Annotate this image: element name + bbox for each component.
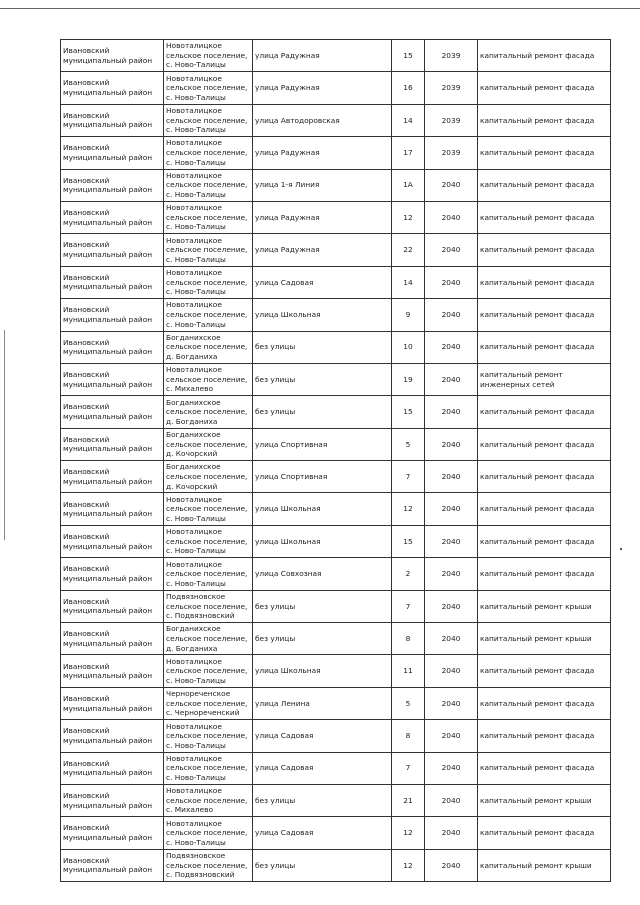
- house-number-cell: 10: [392, 331, 425, 363]
- work-type-cell: капитальный ремонт фасада: [478, 40, 611, 72]
- settlement-cell: Богданихское сельское поселение, д. Богданиха: [164, 331, 253, 363]
- street-cell: улица Школьная: [253, 655, 392, 687]
- settlement-cell: Новоталицкое сельское поселение, с. Ново-Талицы: [164, 266, 253, 298]
- table-row: [61, 623, 611, 655]
- table-row: [61, 201, 611, 233]
- year-cell: 2040: [425, 817, 478, 849]
- work-type-cell: капитальный ремонт фасада: [478, 169, 611, 201]
- work-type-cell: капитальный ремонт фасада: [478, 687, 611, 719]
- street-cell: улица Автодоровская: [253, 104, 392, 136]
- street-cell: улица Спортивная: [253, 428, 392, 460]
- street-cell: улица Школьная: [253, 525, 392, 557]
- street-cell: улица Садовая: [253, 752, 392, 784]
- street-cell: без улицы: [253, 396, 392, 428]
- street-cell: без улицы: [253, 784, 392, 816]
- settlement-cell: Новоталицкое сельское поселение, с. Ново-Талицы: [164, 104, 253, 136]
- work-type-cell: капитальный ремонт фасада: [478, 493, 611, 525]
- house-number-cell: 21: [392, 784, 425, 816]
- settlement-cell: Новоталицкое сельское поселение, с. Ново-Талицы: [164, 299, 253, 331]
- work-type-cell: капитальный ремонт крыши: [478, 623, 611, 655]
- house-number-cell: 17: [392, 137, 425, 169]
- district-cell: Ивановский муниципальный район: [61, 493, 164, 525]
- year-cell: 2040: [425, 525, 478, 557]
- work-type-cell: капитальный ремонт фасада: [478, 201, 611, 233]
- table-row: [61, 234, 611, 266]
- street-cell: без улицы: [253, 623, 392, 655]
- district-cell: Ивановский муниципальный район: [61, 720, 164, 752]
- work-type-cell: капитальный ремонт фасада: [478, 396, 611, 428]
- house-number-cell: 16: [392, 72, 425, 104]
- street-cell: улица Школьная: [253, 299, 392, 331]
- district-cell: Ивановский муниципальный район: [61, 784, 164, 816]
- settlement-cell: Новоталицкое сельское поселение, с. Ново-Талицы: [164, 817, 253, 849]
- year-cell: 2040: [425, 590, 478, 622]
- year-cell: 2040: [425, 331, 478, 363]
- table-row: [61, 720, 611, 752]
- street-cell: улица Радужная: [253, 40, 392, 72]
- work-type-cell: капитальный ремонт фасада: [478, 720, 611, 752]
- house-number-cell: 15: [392, 525, 425, 557]
- year-cell: 2039: [425, 40, 478, 72]
- settlement-cell: Новоталицкое сельское поселение, с. Михалево: [164, 784, 253, 816]
- table-row: [61, 558, 611, 590]
- street-cell: улица Радужная: [253, 234, 392, 266]
- street-cell: улица Ленина: [253, 687, 392, 719]
- work-type-cell: капитальный ремонт крыши: [478, 590, 611, 622]
- settlement-cell: Новоталицкое сельское поселение, с. Ново-Талицы: [164, 525, 253, 557]
- table-row: [61, 590, 611, 622]
- street-cell: улица Школьная: [253, 493, 392, 525]
- settlement-cell: Новоталицкое сельское поселение, с. Ново-Талицы: [164, 169, 253, 201]
- district-cell: Ивановский муниципальный район: [61, 461, 164, 493]
- scan-speck: [620, 548, 622, 550]
- district-cell: Ивановский муниципальный район: [61, 72, 164, 104]
- house-number-cell: 12: [392, 817, 425, 849]
- table-row: [61, 752, 611, 784]
- house-number-cell: 7: [392, 590, 425, 622]
- table-row: [61, 40, 611, 72]
- settlement-cell: Новоталицкое сельское поселение, с. Ново-Талицы: [164, 720, 253, 752]
- year-cell: 2040: [425, 720, 478, 752]
- district-cell: Ивановский муниципальный район: [61, 331, 164, 363]
- settlement-cell: Чернореченское сельское поселение, с. Чернореченский: [164, 687, 253, 719]
- year-cell: 2040: [425, 396, 478, 428]
- work-type-cell: капитальный ремонт фасада: [478, 525, 611, 557]
- left-scan-mark: [4, 330, 5, 540]
- street-cell: улица 1-я Линия: [253, 169, 392, 201]
- settlement-cell: Богданихское сельское поселение, д. Кочорский: [164, 428, 253, 460]
- house-number-cell: 9: [392, 299, 425, 331]
- settlement-cell: Богданихское сельское поселение, д. Кочорский: [164, 461, 253, 493]
- settlement-cell: Новоталицкое сельское поселение, с. Ново-Талицы: [164, 752, 253, 784]
- work-type-cell: капитальный ремонт крыши: [478, 849, 611, 881]
- year-cell: 2040: [425, 461, 478, 493]
- table-row: [61, 461, 611, 493]
- settlement-cell: Новоталицкое сельское поселение, с. Ново-Талицы: [164, 72, 253, 104]
- street-cell: улица Садовая: [253, 266, 392, 298]
- settlement-cell: Новоталицкое сельское поселение, с. Ново-Талицы: [164, 201, 253, 233]
- settlement-cell: Новоталицкое сельское поселение, с. Ново-Талицы: [164, 137, 253, 169]
- settlement-cell: Новоталицкое сельское поселение, с. Ново-Талицы: [164, 655, 253, 687]
- district-cell: Ивановский муниципальный район: [61, 104, 164, 136]
- table-row: [61, 493, 611, 525]
- house-number-cell: 1А: [392, 169, 425, 201]
- street-cell: улица Садовая: [253, 817, 392, 849]
- district-cell: Ивановский муниципальный район: [61, 590, 164, 622]
- district-cell: Ивановский муниципальный район: [61, 849, 164, 881]
- district-cell: Ивановский муниципальный район: [61, 525, 164, 557]
- street-cell: без улицы: [253, 849, 392, 881]
- year-cell: 2040: [425, 784, 478, 816]
- table-row: [61, 137, 611, 169]
- district-cell: Ивановский муниципальный район: [61, 234, 164, 266]
- year-cell: 2040: [425, 558, 478, 590]
- district-cell: Ивановский муниципальный район: [61, 266, 164, 298]
- work-type-cell: капитальный ремонт фасада: [478, 331, 611, 363]
- settlement-cell: Богданихское сельское поселение, д. Богданиха: [164, 623, 253, 655]
- district-cell: Ивановский муниципальный район: [61, 396, 164, 428]
- year-cell: 2040: [425, 234, 478, 266]
- house-number-cell: 2: [392, 558, 425, 590]
- year-cell: 2040: [425, 687, 478, 719]
- settlement-cell: Новоталицкое сельское поселение, с. Ново-Талицы: [164, 493, 253, 525]
- house-number-cell: 15: [392, 396, 425, 428]
- table-row: [61, 428, 611, 460]
- district-cell: Ивановский муниципальный район: [61, 363, 164, 395]
- work-type-cell: капитальный ремонт фасада: [478, 817, 611, 849]
- house-number-cell: 15: [392, 40, 425, 72]
- table-row: [61, 72, 611, 104]
- district-cell: Ивановский муниципальный район: [61, 817, 164, 849]
- work-type-cell: капитальный ремонт фасада: [478, 104, 611, 136]
- street-cell: без улицы: [253, 363, 392, 395]
- work-type-cell: капитальный ремонт фасада: [478, 299, 611, 331]
- settlement-cell: Новоталицкое сельское поселение, с. Михалево: [164, 363, 253, 395]
- district-cell: Ивановский муниципальный район: [61, 137, 164, 169]
- house-number-cell: 22: [392, 234, 425, 266]
- house-number-cell: 7: [392, 752, 425, 784]
- work-type-cell: капитальный ремонт фасада: [478, 461, 611, 493]
- district-cell: Ивановский муниципальный район: [61, 752, 164, 784]
- house-number-cell: 19: [392, 363, 425, 395]
- settlement-cell: Новоталицкое сельское поселение, с. Ново-Талицы: [164, 234, 253, 266]
- table-row: [61, 817, 611, 849]
- house-number-cell: 12: [392, 201, 425, 233]
- district-cell: Ивановский муниципальный район: [61, 169, 164, 201]
- work-type-cell: капитальный ремонт фасада: [478, 558, 611, 590]
- year-cell: 2040: [425, 299, 478, 331]
- table-row: [61, 266, 611, 298]
- table-row: [61, 396, 611, 428]
- district-cell: Ивановский муниципальный район: [61, 655, 164, 687]
- year-cell: 2040: [425, 623, 478, 655]
- district-cell: Ивановский муниципальный район: [61, 40, 164, 72]
- house-number-cell: 12: [392, 849, 425, 881]
- house-number-cell: 7: [392, 461, 425, 493]
- top-scan-line: [0, 8, 640, 9]
- settlement-cell: Подвязновское сельское поселение, с. Подвязновский: [164, 590, 253, 622]
- house-number-cell: 14: [392, 104, 425, 136]
- street-cell: улица Радужная: [253, 72, 392, 104]
- district-cell: Ивановский муниципальный район: [61, 299, 164, 331]
- district-cell: Ивановский муниципальный район: [61, 623, 164, 655]
- table-row: [61, 169, 611, 201]
- work-type-cell: капитальный ремонт фасада: [478, 655, 611, 687]
- table-row: [61, 525, 611, 557]
- work-type-cell: капитальный ремонт инженерных сетей: [478, 363, 611, 395]
- work-type-cell: капитальный ремонт фасада: [478, 72, 611, 104]
- settlement-cell: Подвязновское сельское поселение, с. Подвязновский: [164, 849, 253, 881]
- table-row: [61, 655, 611, 687]
- work-type-cell: капитальный ремонт фасада: [478, 428, 611, 460]
- year-cell: 2040: [425, 201, 478, 233]
- house-number-cell: 8: [392, 623, 425, 655]
- house-number-cell: 11: [392, 655, 425, 687]
- house-number-cell: 5: [392, 687, 425, 719]
- year-cell: 2040: [425, 752, 478, 784]
- table-row: [61, 363, 611, 395]
- settlement-cell: Новоталицкое сельское поселение, с. Ново-Талицы: [164, 558, 253, 590]
- house-number-cell: 12: [392, 493, 425, 525]
- year-cell: 2040: [425, 655, 478, 687]
- work-type-cell: капитальный ремонт фасада: [478, 752, 611, 784]
- year-cell: 2040: [425, 363, 478, 395]
- district-cell: Ивановский муниципальный район: [61, 558, 164, 590]
- year-cell: 2040: [425, 266, 478, 298]
- year-cell: 2039: [425, 137, 478, 169]
- street-cell: улица Садовая: [253, 720, 392, 752]
- work-type-cell: капитальный ремонт фасада: [478, 234, 611, 266]
- settlement-cell: Богданихское сельское поселение, д. Богданиха: [164, 396, 253, 428]
- street-cell: без улицы: [253, 590, 392, 622]
- year-cell: 2039: [425, 72, 478, 104]
- district-cell: Ивановский муниципальный район: [61, 687, 164, 719]
- district-cell: Ивановский муниципальный район: [61, 201, 164, 233]
- year-cell: 2040: [425, 493, 478, 525]
- settlement-cell: Новоталицкое сельское поселение, с. Ново-Талицы: [164, 40, 253, 72]
- street-cell: улица Совхозная: [253, 558, 392, 590]
- house-number-cell: 14: [392, 266, 425, 298]
- house-number-cell: 8: [392, 720, 425, 752]
- table-row: [61, 784, 611, 816]
- table-row: [61, 104, 611, 136]
- work-type-cell: капитальный ремонт фасада: [478, 266, 611, 298]
- district-cell: Ивановский муниципальный район: [61, 428, 164, 460]
- repair-schedule-table: [60, 39, 611, 882]
- street-cell: без улицы: [253, 331, 392, 363]
- year-cell: 2039: [425, 104, 478, 136]
- table-row: [61, 331, 611, 363]
- street-cell: улица Радужная: [253, 201, 392, 233]
- street-cell: улица Спортивная: [253, 461, 392, 493]
- street-cell: улица Радужная: [253, 137, 392, 169]
- year-cell: 2040: [425, 169, 478, 201]
- table-row: [61, 299, 611, 331]
- year-cell: 2040: [425, 428, 478, 460]
- house-number-cell: 5: [392, 428, 425, 460]
- year-cell: 2040: [425, 849, 478, 881]
- work-type-cell: капитальный ремонт фасада: [478, 137, 611, 169]
- table-row: [61, 849, 611, 881]
- work-type-cell: капитальный ремонт крыши: [478, 784, 611, 816]
- table-row: [61, 687, 611, 719]
